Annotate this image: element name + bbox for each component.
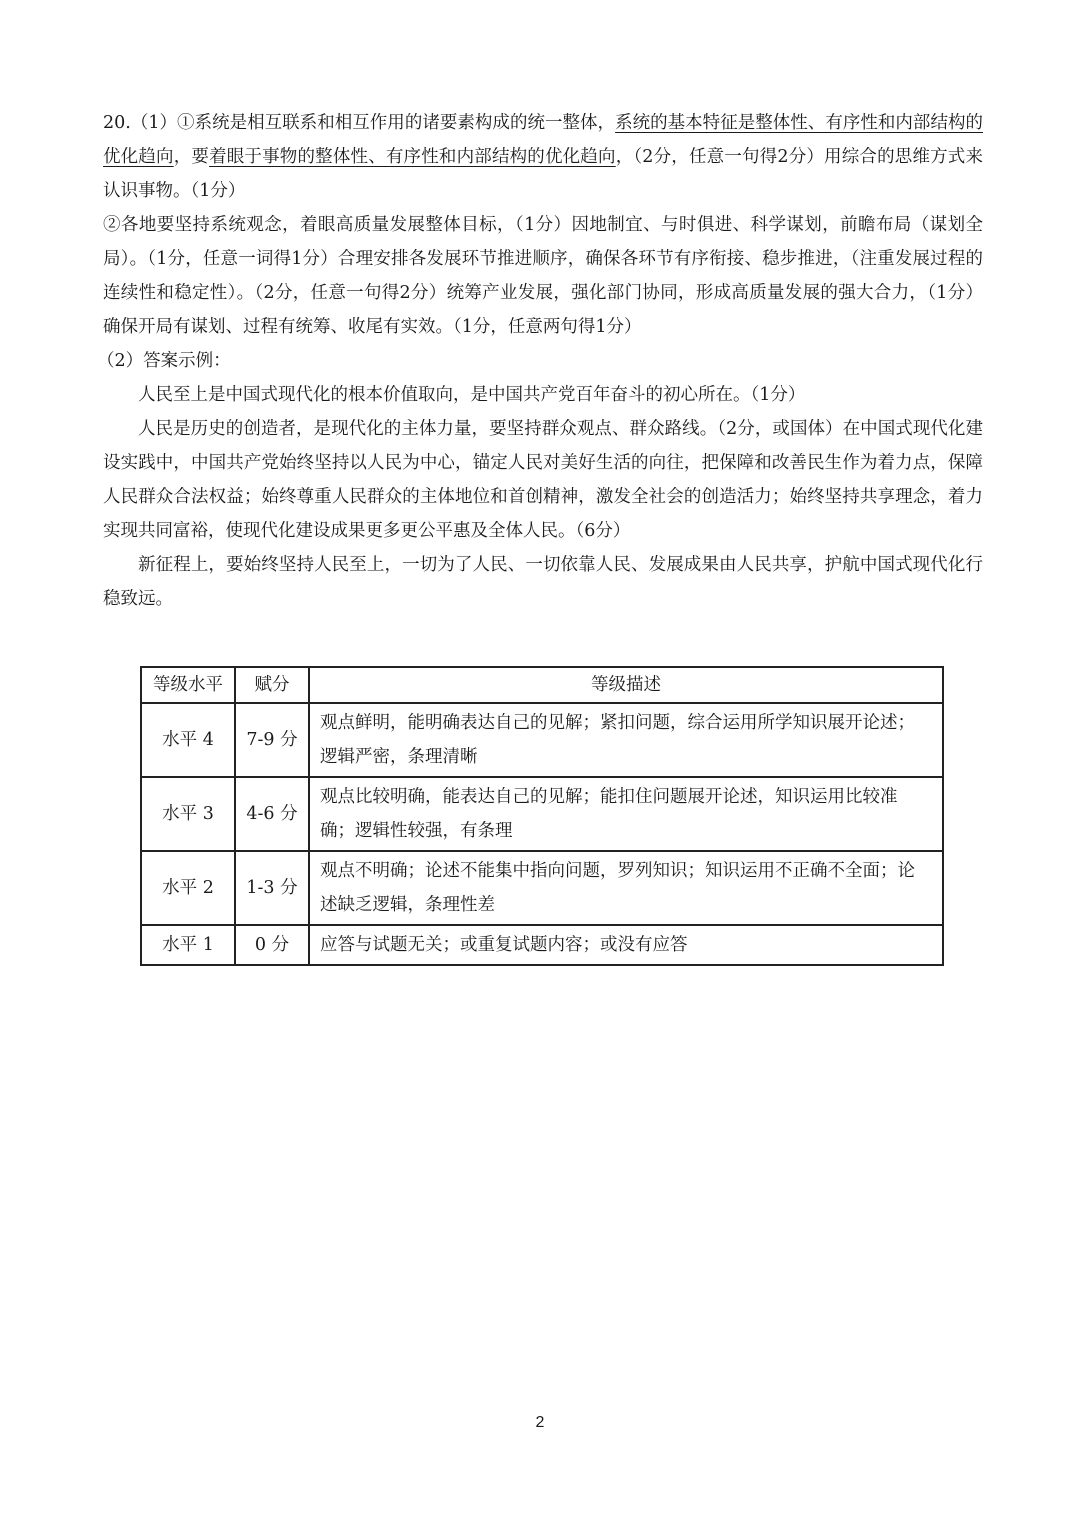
table-row [141,851,943,925]
q20-part2-paragraph3: 新征程上，要始终坚持人民至上，一切为了人民、一切依靠人民、发展成果由人民共享，护航中国式现代化行稳致远。 [103,555,983,609]
q20-part1-underlined-b: 着眼于事物的整体性、有序性和内部结构的优化趋向 [209,147,616,167]
row-score: 1-3 分 [235,851,309,925]
row-description: 观点不明确；论述不能集中指向问题，罗列知识；知识运用不正确不全面；论述缺乏逻辑，条理性差 [309,851,943,925]
row-level: 水平 3 [141,777,235,851]
row-score: 4-6 分 [235,777,309,851]
q20-part2-paragraph2: 人民是历史的创造者，是现代化的主体力量，要坚持群众观点、群众路线。（2分，或国体）在中国式现代化建设实践中，中国共产党始终坚持以人民为中心，锚定人民对美好生活的向往，把保障和改善民生作为着力点，保障人民群众合法权益；始终尊重人民群众的主体地位和首创精神，激发全社会的创造活力；始终坚持共享理念，着力实现共同富裕，使现代化建设成果更多更公平惠及全体人民。（6分） [103,419,983,541]
row-level: 水平 2 [141,851,235,925]
row-level: 水平 1 [141,925,235,965]
row-description: 观点鲜明，能明确表达自己的见解；紧扣问题，综合运用所学知识展开论述；逻辑严密，条理清晰 [309,703,943,777]
row-description: 观点比较明确，能表达自己的见解；能扣住问题展开论述，知识运用比较准确；逻辑性较强，有条理 [309,777,943,851]
header-level: 等级水平 [141,667,235,703]
answer-content [97,106,983,616]
grading-table-header-row [141,667,943,703]
q20-part1-text-a: 20.（1）①系统是相互联系和相互作用的诸要素构成的统一整体， [103,113,616,133]
row-score: 0 分 [235,925,309,965]
table-row [141,925,943,965]
q20-part1-paragraph1 [103,106,983,208]
table-row [141,777,943,851]
header-description: 等级描述 [309,667,943,703]
q20-part1-paragraph2: ②各地要坚持系统观念，着眼高质量发展整体目标，（1分）因地制宜、与时俱进、科学谋划，前瞻布局（谋划全局）。（1分，任意一词得1分）合理安排各发展环节推进顺序，确保各环节有序衔接、稳步推进，（注重发展过程的连续性和稳定性）。（2分，任意一句得2分）统筹产业发展，强化部门协同，形成高质量发展的强大合力，（1分）确保开局有谋划、过程有统筹、收尾有实效。（1分，任意两句得1分） [103,215,983,337]
row-description: 应答与试题无关；或重复试题内容；或没有应答 [309,925,943,965]
table-row [141,703,943,777]
q20-part1-text-c: ，要 [173,147,210,167]
q20-part1-text-e: ，（2分，任意一句得2分）用综合的思维方式来认识事物。（1分） [103,147,983,201]
q20-part1-underlined-a: 系统的基本特征是整体性、有序性和内部结构的优化趋向 [103,113,983,167]
row-level: 水平 4 [141,703,235,777]
row-score: 7-9 分 [235,703,309,777]
q20-part2-paragraph1: 人民至上是中国式现代化的根本价值取向，是中国共产党百年奋斗的初心所在。（1分） [138,385,806,405]
q20-part2-heading: （2）答案示例： [97,351,231,371]
grading-table [140,666,944,966]
page-number: 2 [535,1414,545,1431]
header-score: 赋分 [235,667,309,703]
